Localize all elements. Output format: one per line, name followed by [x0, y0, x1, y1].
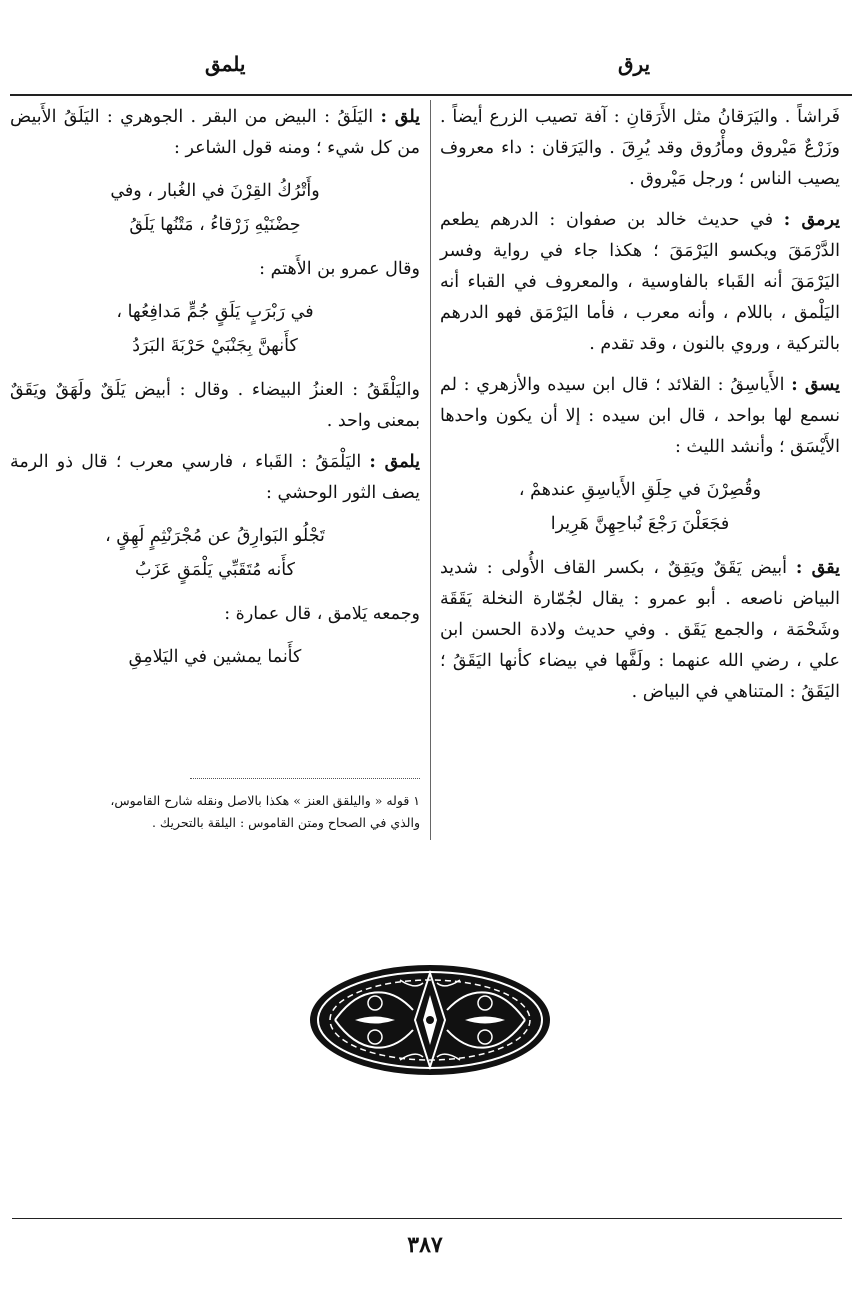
headword: يلق : [380, 107, 420, 127]
verse-block [10, 640, 420, 674]
entry-text-block [10, 599, 420, 630]
entry-text: الأَياسِقُ : القلائد ؛ قال ابن سيده والأزهري : لم نسمع لها بواحد ، قال ابن سيده : إلا أن يكون واحدها الأَيْسَق ؛ وأنشد الليث : [440, 375, 840, 457]
entry-text: وجمعه يَلامق ، قال عمارة : [224, 604, 420, 624]
entry-yalmaq [10, 447, 420, 509]
entry-text: واليَلْقَقُ : العنزُ البيضاء . وقال : أبيض يَلَقٌ ولَهَقٌ ويَقَقٌ بمعنى واحد . [10, 380, 420, 431]
entry-yaqaq [440, 553, 840, 708]
arabesque-oval-ornament-icon [305, 955, 555, 1085]
verse-block [10, 295, 420, 363]
entry-yaraq-continued [440, 102, 840, 195]
verse-line: حِضْنَيْهِ زَرْقاءُ ، مَتْنُها يَلَقُ [129, 215, 301, 235]
entry-text: وقال عمرو بن الأَهتم : [259, 259, 420, 279]
entry-text: أبيض يَقَقٌ ويَقِقٌ ، بكسر القاف الأُولى : شديد البياض ناصعه . أبو عمرو : يقال لجُمّارة النخلة يَقَقَة وشَحْمَة ، والجمع يَقَق . وفي حديث ولادة الحسن ابن علي ، رضي الله عنهما : ولَفَّها في بيضاء كأنها اليَقَقُ ؛ اليَقَقُ : المتناهي في البياض . [440, 558, 840, 702]
verse-line: كأَنهنَّ بِجَنْبَيْ حَرْبَةَ البَرَدُ [132, 336, 298, 356]
footer-rule [12, 1218, 842, 1219]
verse-line: وقُصِرْنَ في حِلَقِ الأَياسِقِ عندهمْ ، [518, 480, 762, 500]
page-number: ٣٨٧ [407, 1232, 443, 1258]
footnote [15, 790, 420, 834]
footnote-line: والذي في الصحاح ومتن القاموس : اليلقة بالتحريك . [151, 815, 420, 830]
verse-line: وأَتْرُكُ القِرْنَ في الغُبار ، وفي [110, 181, 320, 201]
verse-line: تَجْلُو البَوارِقُ عن مُجْرَنْثِمٍ لَهِقٍ ، [105, 526, 325, 546]
entry-yalaq [10, 102, 420, 164]
headword: يسق : [791, 375, 840, 395]
headword: يرمق : [783, 210, 840, 230]
verse-block [10, 174, 420, 242]
entry-yarmaq [440, 205, 840, 360]
right-column [440, 102, 840, 718]
verse-line: كأَنه مُتَقَبِّي يَلْمَقٍ عَزَبُ [135, 560, 295, 580]
verse-block [10, 519, 420, 587]
footnote-line: ١ قوله « واليلقق العنز » هكذا بالاصل ونقله شارح القاموس، [110, 793, 420, 808]
verse-line: في رَبْرَبٍ يَلَقٍ جُمٍّ مَدافِعُها ، [116, 302, 314, 322]
headword: يقق : [795, 558, 840, 578]
running-head-left: يلمق [205, 52, 246, 76]
left-column [10, 102, 420, 686]
entry-text: اليَلَقُ : البيض من البقر . الجوهري : اليَلَقُ الأَبيض من كل شيء ؛ ومنه قول الشاعر : [10, 107, 420, 158]
running-head-right: يرق [618, 52, 651, 76]
verse-line: كأَنما يمشين في اليَلامِقِ [128, 647, 302, 667]
entry-text: فَراشاً . واليَرَقانُ مثل الأَرَقانِ : آفة تصيب الزرع أيضاً . وزَرْعٌ مَيْروق ومأْرُوق وقد يُرِقَ . واليَرَقان : داء معروف يصيب الناس ؛ ورجل مَيْروق . [440, 107, 840, 189]
headword: يلمق : [369, 452, 420, 472]
verse-line: فجَعَلْنَ رَجْعَ نُباحِهِنَّ هَرِيرا [550, 514, 730, 534]
column-divider [430, 100, 431, 840]
header-rule [10, 94, 852, 96]
verse-block [440, 473, 840, 541]
footnote-rule [190, 778, 420, 779]
entry-text-block [10, 254, 420, 285]
entry-text-block [10, 375, 420, 437]
entry-yasaq [440, 370, 840, 463]
entry-text: في حديث خالد بن صفوان : الدرهم يطعم الدَّرْمَقَ ويكسو اليَرْمَقَ ؛ هكذا جاء في رواية وفسر اليَرْمَقَ أنه القَباء بالفاوسية ، والمعروف في القباء أنه اليَلْمق ، باللام ، وأنه معرب ، فأما اليَرْمَق فهو الدرهم بالتركية ، وروي بالنون ، وقد تقدم . [440, 210, 840, 354]
entry-text: اليَلْمَقُ : القَباء ، فارسي معرب ؛ قال ذو الرمة يصف الثور الوحشي : [10, 452, 420, 503]
